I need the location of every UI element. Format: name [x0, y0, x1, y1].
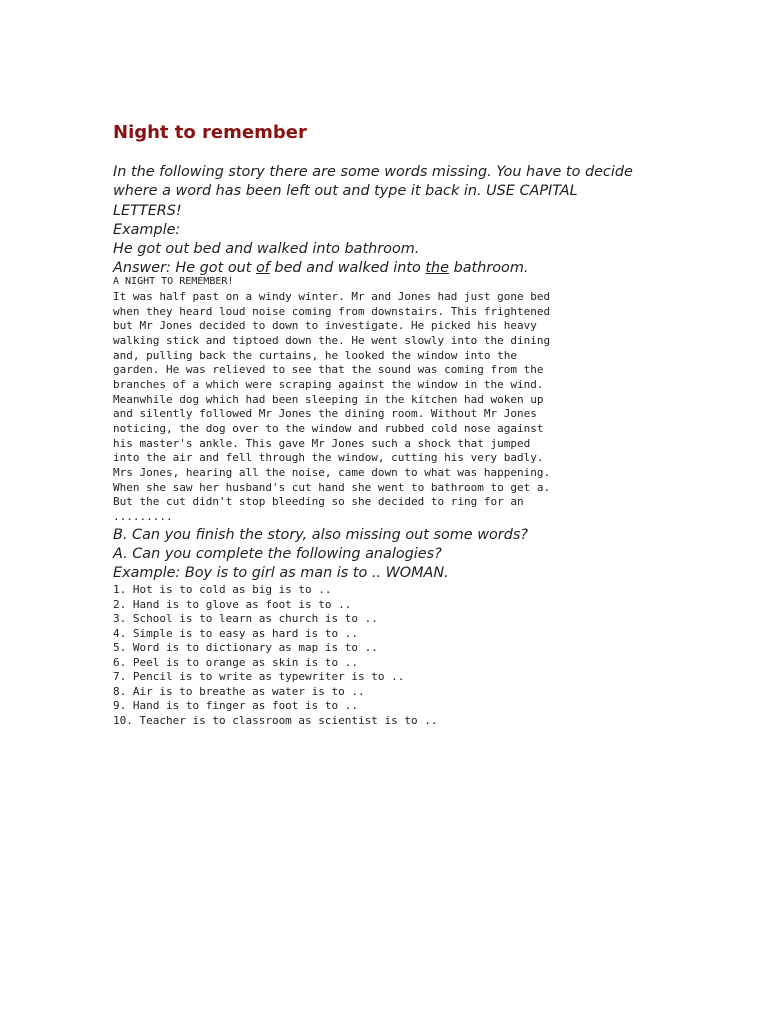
- story-line: and, pulling back the curtains, he looked the window into the: [113, 348, 517, 362]
- analogy-item: 10. Teacher is to classroom as scientist is to ..: [113, 713, 438, 727]
- story-line: noticing, the dog over to the window and rubbed cold nose against: [113, 421, 544, 435]
- story-line: When she saw her husband's cut hand she went to bathroom to get a.: [113, 480, 551, 494]
- analogy-item: 7. Pencil is to write as typewriter is to ..: [113, 670, 405, 684]
- example-label: Example:: [113, 221, 181, 238]
- story-line: but Mr Jones decided to down to investigate. He picked his heavy: [113, 319, 537, 333]
- analogy-item: 6. Peel is to orange as skin is to ..: [113, 655, 359, 669]
- story-line: branches of a which were scraping against the window in the wind.: [113, 377, 544, 391]
- story-line: when they heard loud noise coming from downstairs. This frightened: [113, 304, 551, 318]
- story-line: .........: [113, 509, 173, 523]
- question-b: B. Can you finish the story, also missing out some words?: [113, 527, 528, 543]
- analogy-item: 3. School is to learn as church is to ..: [113, 612, 378, 626]
- answer-word-the: the: [425, 260, 450, 277]
- page-title: Night to remember: [113, 122, 307, 143]
- story-line: into the air and fell through the window, cutting his very badly.: [113, 451, 544, 465]
- question-a: A. Can you complete the following analogies?: [113, 546, 442, 562]
- story-line: Meanwhile dog which had been sleeping in the kitchen had woken up: [113, 392, 544, 406]
- story-line: It was half past on a windy winter. Mr and Jones had just gone bed: [113, 290, 551, 303]
- story-text: [113, 290, 550, 525]
- story-line: his master's ankle. This gave Mr Jones such a shock that jumped: [113, 436, 531, 450]
- instructions-text: In the following story there are some words missing. You have to decide where a word has been left out and type it back in. USE CAPITAL LETTERS!: [113, 164, 633, 219]
- analogy-list: [113, 583, 438, 728]
- story-line: walking stick and tiptoed down the. He went slowly into the dining: [113, 333, 551, 347]
- analogy-item: 5. Word is to dictionary as map is to ..: [113, 641, 378, 655]
- story-heading: A NIGHT TO REMEMBER!: [113, 276, 234, 287]
- analogy-item: 8. Air is to breathe as water is to ..: [113, 684, 365, 698]
- analogy-example: Example: Boy is to girl as man is to .. WOMAN.: [113, 565, 449, 581]
- analogy-item: 9. Hand is to finger as foot is to ..: [113, 699, 359, 713]
- answer-text-part1: Answer: He got out: [113, 260, 256, 277]
- answer-text-part2: bed and walked into: [269, 260, 426, 277]
- answer-text-part3: bathroom.: [449, 260, 529, 277]
- story-line: Mrs Jones, hearing all the noise, came down to what was happening.: [113, 465, 551, 479]
- example-sentence: He got out bed and walked into bathroom.: [113, 241, 420, 258]
- story-line: and silently followed Mr Jones the dining room. Without Mr Jones: [113, 407, 537, 421]
- analogy-item: 4. Simple is to easy as hard is to ..: [113, 626, 359, 640]
- story-line: garden. He was relieved to see that the sound was coming from the: [113, 363, 544, 377]
- analogy-item: 1. Hot is to cold as big is to ..: [113, 583, 332, 596]
- story-line: But the cut didn't stop bleeding so she decided to ring for an: [113, 495, 524, 509]
- analogy-item: 2. Hand is to glove as foot is to ..: [113, 597, 352, 611]
- answer-word-of: of: [255, 260, 270, 277]
- intro-section: [113, 163, 633, 279]
- questions-section: [113, 526, 633, 583]
